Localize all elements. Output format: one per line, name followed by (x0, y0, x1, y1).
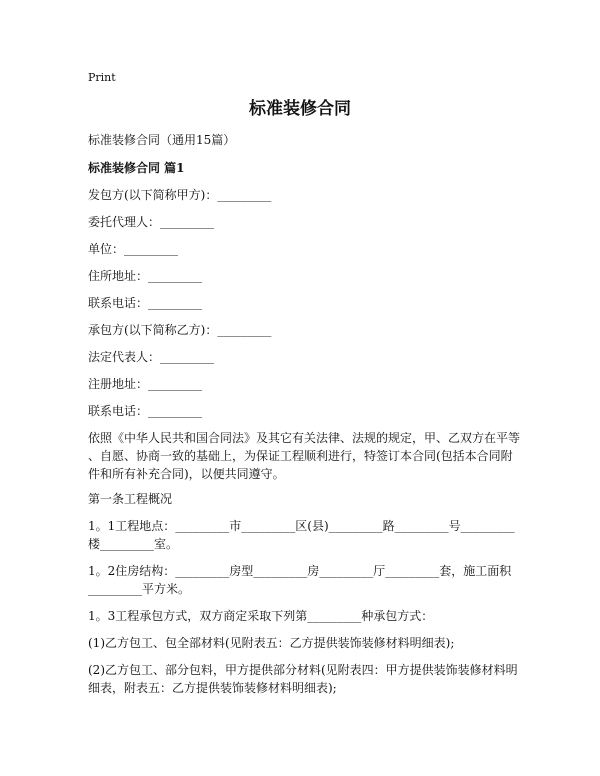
field-phone-contractor: 联系电话：_________ (88, 404, 203, 418)
option-1: (1)乙方包工、包全部材料(见附表五：乙方提供装饰装修材料明细表); (88, 636, 455, 650)
item-1-3: 1。3工程承包方式，双方商定采取下列第_________种承包方式： (88, 609, 434, 623)
field-phone-client: 联系电话：_________ (88, 296, 203, 310)
document-subtitle: 标准装修合同（通用15篇） (88, 133, 236, 147)
field-registered-address: 注册地址：_________ (88, 377, 203, 391)
field-contractor-client: 发包方(以下简称甲方)：_________ (88, 188, 272, 202)
intro-paragraph-line-3: 件和所有补充合同)，以便共同遵守。 (88, 467, 285, 481)
option-2-line-1: (2)乙方包工、部分包料，甲方提供部分材料(见附表四：甲方提供装饰装修材料明 (88, 663, 518, 677)
field-agent: 委托代理人：_________ (88, 215, 215, 229)
section-heading: 标准装修合同 篇1 (88, 161, 185, 175)
intro-paragraph-line-2: 、自愿、协商一致的基础上，为保证工程顺利进行，特签订本合同(包括本合同附 (88, 449, 513, 463)
intro-paragraph-line-1: 依照《中华人民共和国合同法》及其它有关法律、法规的规定，甲、乙双方在平等 (88, 431, 521, 445)
field-address: 住所地址：_________ (88, 269, 203, 283)
item-1-2-line-1: 1。2住房结构：_________房型_________房_________厅_________套，施工面积 (88, 564, 512, 578)
field-contractor: 承包方(以下简称乙方)：_________ (88, 323, 272, 337)
field-unit: 单位：_________ (88, 242, 179, 256)
article-1-title: 第一条工程概况 (88, 492, 173, 506)
print-label: Print (88, 71, 116, 84)
item-1-1-line-2: 楼_________室。 (88, 537, 179, 551)
document-title: 标准装修合同 (249, 99, 351, 119)
item-1-2-line-2: _________平方米。 (88, 582, 191, 596)
item-1-1-line-1: 1。1工程地点：_________市_________区(县)_________路_________号_________ (88, 519, 515, 533)
field-legal-representative: 法定代表人：_________ (88, 350, 215, 364)
option-2-line-2: 细表，附表五：乙方提供装饰装修材料明细表); (88, 681, 337, 695)
